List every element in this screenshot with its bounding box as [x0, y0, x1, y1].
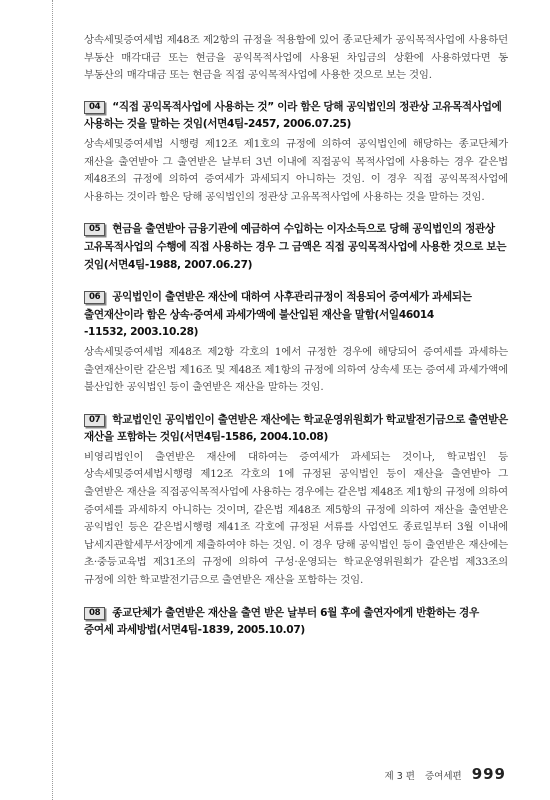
section-heading-text: 종교단체가 출연받은 재산을 출연 받은 날부터 6월 후에 출연자에게 반환하는 경우 증여세 과세방법(서면4팀-1839, 2005.10.07) [84, 606, 479, 637]
section-heading [84, 605, 508, 640]
section-number-badge: 04 [84, 101, 105, 114]
intro-paragraph: 상속세및증여세법 제48조 제2항의 규정을 적용함에 있어 종교단체가 공익목적사업에 사용하던 부동산 매각대금 또는 현금을 공익목적사업에 사용된 차입금의 상환에 사용하였다면 동 부동산의 매각대금 또는 현금을 직접 공익목적사업에 사용한 것으로 보는 것임. [84, 34, 508, 82]
section-08 [84, 605, 508, 640]
section-heading [84, 99, 508, 134]
section-heading [84, 221, 508, 274]
section-07 [84, 412, 508, 590]
page-content [84, 32, 508, 642]
section-number-badge: 08 [84, 607, 105, 620]
section-number-badge: 05 [84, 223, 105, 236]
margin-dotted-rule [52, 0, 53, 800]
section-04 [84, 99, 508, 207]
page-footer [385, 765, 506, 783]
section-heading-text: 현금을 출연받아 금융기관에 예금하여 수입하는 이자소득으로 당해 공익법인의 정관상 고유목적사업의 수행에 직접 사용하는 경우 그 금액은 직접 공익목적사업에 사용한 것으로 보는 것임(서면4팀-1988, 2007.06.27) [84, 223, 507, 271]
section-heading [84, 289, 508, 342]
section-heading-text: 학교법인인 공익법인이 출연받은 재산에는 학교운영위원회가 학교발전기금으로 출연받은 재산을 포함하는 것임(서면4팀-1586, 2004.10.08) [84, 413, 508, 444]
section-number-badge: 07 [84, 414, 105, 427]
section-heading-text: 공익법인이 출연받은 재산에 대하여 사후관리규정이 적용되어 증여세가 과세되는 출연재산이라 함은 상속·증여세 과세가액에 불산입된 재산을 말함(서일46014 [84, 291, 472, 321]
section-06 [84, 289, 508, 397]
section-body: 비영리법인이 출연받은 재산에 대하여는 증여세가 과세되는 것이나, 학교법인 등 상속세및증여세법시행령 제12조 각호의 1에 규정된 공익법인 등이 재산을 출연받아 그 출연받은 재산을 직접공익목적사업에 사용하는 경우에는 같은법 제48조 제1항의 규정에 의하여 증여세를 과세하지 아니하는 것이며, 같은법 제48조 제5항의 규정에 의하여 재산을 출연받은 공익법인 등은 같은법시행령 제41조 각호에 규정된 서류를 사업연도 종료일부터 3월 이내에 납세지관할세무서장에게 제출하여야 하는 것임. 이 경우 당해 공익법인 등이 출연받은 재산에는 초·중등교육법 제31조의 규정에 의하여 구성·운영되는 학교운영위원회가 같은법 제33조의 규정에 의한 학교발전기금으로 출연받은 재산을 포함하는 것임. [84, 450, 508, 587]
footer-title: 증여세편 [424, 771, 462, 782]
section-heading [84, 412, 508, 447]
section-number-badge: 06 [84, 291, 105, 304]
section-heading-continuation: -11532, 2003.10.28) [84, 326, 199, 339]
section-05 [84, 221, 508, 274]
section-body: 상속세및증여세법 시행령 제12조 제1호의 규정에 의하여 공익법인에 해당하는 종교단체가 재산을 출연받아 그 출연받은 날부터 3년 이내에 직접공익 목적사업에 사용하는 경우 같은법 제48조의 규정에 의하여 증여세가 과세되지 아니하는 것임. 이 경우 직접 공익목적사업에 사용하는 것이라 함은 당해 공익법인의 정관상 고유목적사업에 사용하는 것을 말하는 것임. [84, 137, 508, 203]
page-number: 999 [471, 765, 506, 783]
footer-part: 제 3 편 [384, 771, 415, 782]
section-body: 상속세및증여세법 제48조 제2항 각호의 1에서 규정한 경우에 해당되어 증여세를 과세하는 출연재산이란 같은법 제16조 및 제48조 제1항의 규정에 의하여 상속세 또는 증여세 과세가액에 불산입한 공익법인 등이 출연받은 재산을 말하는 것임. [84, 345, 508, 394]
section-heading-text: “직접 공익목적사업에 사용하는 것” 이라 함은 당해 공익법인의 정관상 고유목적사업에 사용하는 것을 말하는 것임(서면4팀-2457, 2006.07.25) [84, 100, 502, 131]
